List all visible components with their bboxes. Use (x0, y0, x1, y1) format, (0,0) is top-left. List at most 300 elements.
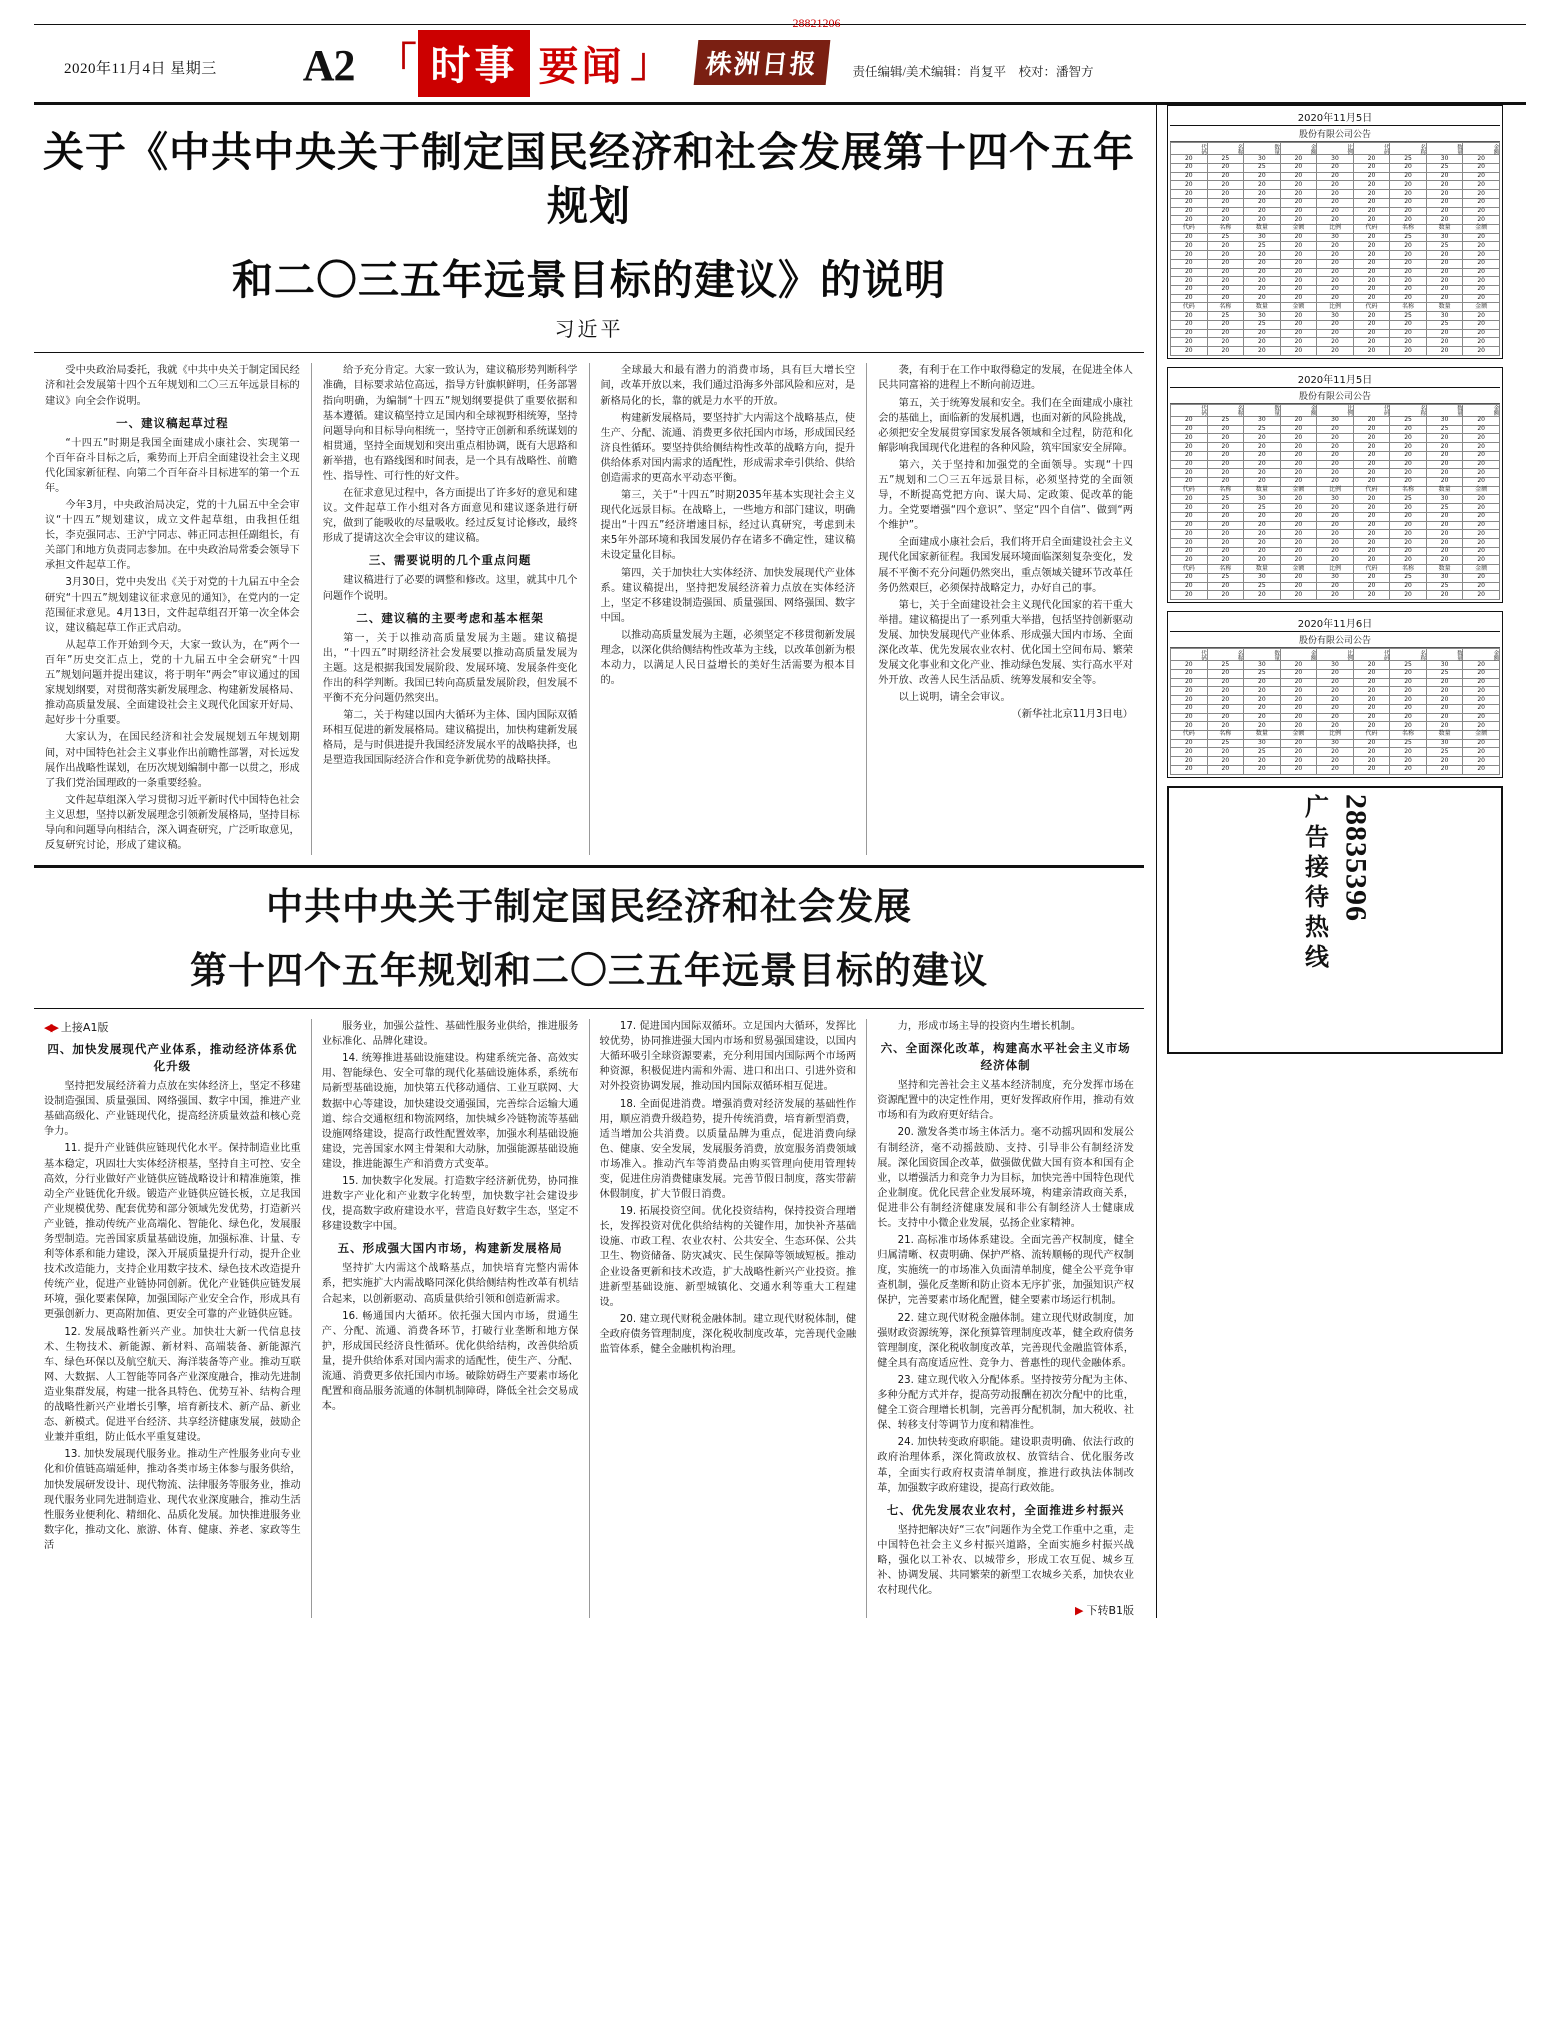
paragraph: 从起草工作开始到今天，大家一致认为，在“两个一百年”历史交汇点上，党的十九届五中全会研究“十四五”规划问题并提出建议，将于明年“两会”审议通过的国家规划纲要，对贯彻落实新发展理念、构建新发展格局、推动高质量发展、全面建设社会主义现代化国家开好局、起好步十分重要。 (45, 639, 300, 727)
table-cell: 20 (1171, 521, 1208, 530)
table-cell: 20 (1353, 748, 1390, 757)
table-cell: 20 (1390, 216, 1427, 225)
table-cell: 20 (1244, 268, 1281, 277)
table-cell: 20 (1207, 713, 1244, 722)
table-cell: 20 (1171, 277, 1208, 286)
table-row (1171, 190, 1500, 199)
table-cell: 20 (1280, 530, 1317, 539)
table-cell: 20 (1390, 582, 1427, 591)
article1-section-heading-3: 三、需要说明的几个重点问题 (368, 553, 532, 568)
table-cell: 20 (1353, 434, 1390, 443)
table-cell: 20 (1463, 556, 1500, 565)
table-cell: 20 (1171, 713, 1208, 722)
table-cell: 比例 (1317, 404, 1354, 416)
table-cell: 20 (1426, 521, 1463, 530)
table-cell: 20 (1390, 556, 1427, 565)
table-row (1171, 661, 1500, 670)
table-cell: 20 (1244, 521, 1281, 530)
table-cell: 20 (1353, 713, 1390, 722)
table-cell: 20 (1171, 547, 1208, 556)
table-cell: 20 (1390, 765, 1427, 774)
table-cell: 20 (1244, 477, 1281, 486)
table-row (1171, 198, 1500, 207)
table-cell: 数量 (1244, 649, 1281, 661)
table-cell: 25 (1426, 582, 1463, 591)
table-row (1171, 285, 1500, 294)
table-cell: 20 (1317, 216, 1354, 225)
table-cell: 20 (1390, 591, 1427, 600)
table-cell: 20 (1463, 669, 1500, 678)
table-cell: 20 (1353, 294, 1390, 303)
table-cell: 20 (1171, 347, 1208, 356)
table-cell: 20 (1280, 669, 1317, 678)
article2-section-heading-5: 五、形成强大国内市场，构建新发展格局 (337, 1241, 563, 1256)
table-cell: 20 (1171, 739, 1208, 748)
table-cell: 20 (1353, 704, 1390, 713)
table-cell: 20 (1390, 757, 1427, 766)
paragraph: 受中央政治局委托，我就《中共中央关于制定国民经济和社会发展第十四个五年规划和二〇三五年远景目标的建议》向全会作说明。 (45, 365, 300, 407)
table-cell: 名称 (1207, 730, 1244, 739)
table-cell: 20 (1280, 687, 1317, 696)
ad-hotline-number: 28835396 (1339, 793, 1373, 922)
paragraph: 今年3月，中央政治局决定，党的十九届五中全会审议“十四五”规划建议，成立文件起草组，由我担任组长，李克强同志、王沪宁同志、韩正同志担任副组长，有关部门和地方负责同志参加。在中央政治局常委会领导下承担文件起草工作。 (45, 500, 300, 572)
table-cell: 25 (1390, 573, 1427, 582)
table-cell: 代码 (1171, 565, 1208, 574)
paragraph: 20. 激发各类市场主体活力。毫不动摇巩固和发展公有制经济，毫不动摇鼓励、支持、引导非公有制经济发展。深化国资国企改革，做强做优做大国有资本和国有企业，以增强活力和竞争力为目标，加快完善中国特色现代企业制度。优化民营企业发展环境，构建亲清政商关系，促进非公有制经济健康发展和非公有制经济人士健康成长。支持中小微企业发展，弘扬企业家精神。 (877, 1127, 1134, 1229)
table-cell: 20 (1244, 259, 1281, 268)
table-cell: 25 (1207, 573, 1244, 582)
triangle-left-icon: ◀▶ (44, 1021, 57, 1035)
table-cell: 20 (1463, 539, 1500, 548)
table-cell: 20 (1207, 425, 1244, 434)
table-cell: 20 (1426, 469, 1463, 478)
table-cell: 20 (1171, 285, 1208, 294)
table-cell: 20 (1317, 425, 1354, 434)
table-cell: 20 (1463, 704, 1500, 713)
table-cell: 20 (1207, 521, 1244, 530)
table-cell: 20 (1463, 416, 1500, 425)
paragraph: 21. 高标准市场体系建设。全面完善产权制度，健全归属清晰、权责明确、保护严格、流转顺畅的现代产权制度，实施统一的市场准入负面清单制度，健全公平竞争审查机制，强化反垄断和防止资本无序扩张，加强知识产权保护，完善要素市场化配置，健全要素市场运行机制。 (877, 1235, 1134, 1307)
table-cell: 20 (1317, 704, 1354, 713)
table-cell: 金额 (1280, 303, 1317, 312)
table-cell: 20 (1390, 320, 1427, 329)
table-cell: 20 (1244, 539, 1281, 548)
table-cell: 20 (1171, 181, 1208, 190)
table-cell: 20 (1426, 259, 1463, 268)
table-cell: 20 (1280, 320, 1317, 329)
table-row (1171, 233, 1500, 242)
table-row (1171, 556, 1500, 565)
article1-dateline: （新华社北京11月3日电） (1011, 709, 1133, 721)
table-cell: 20 (1280, 285, 1317, 294)
table-cell: 代码 (1171, 404, 1208, 416)
table-cell: 20 (1353, 451, 1390, 460)
table-cell: 20 (1244, 704, 1281, 713)
table-cell: 30 (1426, 573, 1463, 582)
table-cell: 20 (1426, 434, 1463, 443)
table-row (1171, 687, 1500, 696)
ad-hotline-label: 广告接待热线 (1300, 793, 1329, 974)
table-cell: 20 (1280, 338, 1317, 347)
article2-section-heading: 四、加快发展现代产业体系，推动经济体系优化升级 (47, 1042, 298, 1074)
table-cell: 20 (1390, 704, 1427, 713)
table-cell: 20 (1353, 582, 1390, 591)
table-cell: 20 (1353, 521, 1390, 530)
table-cell: 20 (1171, 504, 1208, 513)
table-cell: 20 (1463, 530, 1500, 539)
table-cell: 20 (1280, 512, 1317, 521)
table-cell: 20 (1353, 530, 1390, 539)
table-cell: 25 (1390, 739, 1427, 748)
table-cell: 20 (1207, 259, 1244, 268)
table-cell: 20 (1353, 477, 1390, 486)
table-cell: 20 (1353, 739, 1390, 748)
continued-to-text: 下转B1版 (1086, 1604, 1134, 1618)
article2-section-heading-7: 七、优先发展农业农村，全面推进乡村振兴 (886, 1502, 1125, 1517)
table-cell: 20 (1463, 172, 1500, 181)
table-cell: 20 (1280, 155, 1317, 164)
table-cell: 20 (1244, 556, 1281, 565)
table-cell: 20 (1353, 277, 1390, 286)
table-row (1171, 696, 1500, 705)
table-row (1171, 495, 1500, 504)
table-cell: 名称 (1390, 486, 1427, 495)
table-row (1171, 565, 1500, 574)
table-cell: 20 (1280, 661, 1317, 670)
table-cell: 20 (1463, 495, 1500, 504)
masthead-top-rule (34, 24, 1526, 25)
rail-date-1: 2020年11月5日 (1170, 108, 1500, 126)
table-cell: 20 (1280, 181, 1317, 190)
table-cell: 数量 (1426, 303, 1463, 312)
table-cell: 代码 (1353, 224, 1390, 233)
paragraph: 服务业，加强公益性、基础性服务业供给，推进服务业标准化、品牌化建设。 (321, 1021, 579, 1048)
table-cell: 名称 (1207, 486, 1244, 495)
article1-column-4 (867, 363, 1144, 855)
table-cell: 20 (1207, 696, 1244, 705)
table-cell: 20 (1353, 722, 1390, 731)
continued-from-text: 上接A1版 (60, 1021, 109, 1035)
table-cell: 金额 (1463, 143, 1500, 155)
table-row (1171, 425, 1500, 434)
table-cell: 20 (1353, 687, 1390, 696)
table-cell: 20 (1244, 765, 1281, 774)
table-cell: 20 (1390, 259, 1427, 268)
paragraph: 全球最大和最有潜力的消费市场，具有巨大增长空间，改革开放以来，我们通过沿海多外部风险和应对，是新格局化的长，靠的就是力水平的开放。 (600, 365, 856, 407)
ad-hotline-box[interactable] (1167, 786, 1503, 1054)
table-cell: 20 (1426, 329, 1463, 338)
table-cell: 20 (1463, 198, 1500, 207)
table-cell: 20 (1463, 713, 1500, 722)
table-cell: 20 (1463, 216, 1500, 225)
table-row (1171, 477, 1500, 486)
table-cell: 20 (1317, 338, 1354, 347)
table-row (1171, 591, 1500, 600)
table-cell: 金额 (1280, 224, 1317, 233)
table-cell: 20 (1463, 181, 1500, 190)
table-cell: 20 (1463, 320, 1500, 329)
divider (34, 1008, 1144, 1009)
table-cell: 20 (1353, 181, 1390, 190)
table-cell: 20 (1244, 512, 1281, 521)
table-cell: 20 (1463, 294, 1500, 303)
table-row (1171, 181, 1500, 190)
table-cell: 20 (1426, 207, 1463, 216)
paragraph: 全面建成小康社会后，我们将开启全面建设社会主义现代化国家新征程。我国发展环境面临深刻复杂变化，发展不平衡不充分问题仍然突出，重点领域关键环节改革任务仍然艰巨，必须保持战略定力，办好自己的事。 (878, 537, 1133, 594)
table-cell: 25 (1390, 416, 1427, 425)
table-cell: 25 (1244, 669, 1281, 678)
table-cell: 20 (1171, 425, 1208, 434)
table-cell: 20 (1207, 687, 1244, 696)
table-row (1171, 172, 1500, 181)
table-cell: 20 (1390, 451, 1427, 460)
table-cell: 20 (1244, 451, 1281, 460)
table-cell: 20 (1426, 713, 1463, 722)
table-cell: 20 (1426, 678, 1463, 687)
table-cell: 20 (1280, 678, 1317, 687)
table-cell: 20 (1207, 591, 1244, 600)
table-cell: 20 (1207, 190, 1244, 199)
table-cell: 20 (1390, 443, 1427, 452)
table-cell: 数量 (1426, 224, 1463, 233)
table-row (1171, 757, 1500, 766)
table-cell: 20 (1353, 242, 1390, 251)
table-cell: 20 (1463, 155, 1500, 164)
table-cell: 数量 (1244, 143, 1281, 155)
page-body (34, 105, 1526, 1618)
table-cell: 30 (1317, 233, 1354, 242)
table-row (1171, 224, 1500, 233)
table-cell: 20 (1463, 757, 1500, 766)
table-row (1171, 530, 1500, 539)
rail-table-body-1 (1171, 143, 1500, 356)
table-cell: 20 (1280, 443, 1317, 452)
rail-block-2 (1167, 367, 1503, 603)
paragraph: 12. 发展战略性新兴产业。加快壮大新一代信息技术、生物技术、新能源、新材料、高端装备、新能源汽车、绿色环保以及航空航天、海洋装备等产业。推动互联网、大数据、人工智能等同各产业深度融合，推动先进制造业集群发展，构建一批各具特色、优势互补、结构合理的战略性新兴产业增长引擎，培育新技术、新产品、新业态、新模式。促进平台经济、共享经济健康发展，鼓励企业兼并重组，防止低水平重复建设。 (44, 1326, 301, 1444)
table-cell: 20 (1171, 573, 1208, 582)
table-cell: 20 (1171, 312, 1208, 321)
table-cell: 20 (1463, 443, 1500, 452)
table-cell: 20 (1280, 251, 1317, 260)
table-cell: 20 (1244, 251, 1281, 260)
table-cell: 20 (1317, 251, 1354, 260)
table-cell: 20 (1463, 163, 1500, 172)
table-cell: 20 (1463, 207, 1500, 216)
rail-date-2: 2020年11月5日 (1170, 370, 1500, 388)
table-cell: 20 (1463, 285, 1500, 294)
table-cell: 金额 (1280, 649, 1317, 661)
table-cell: 数量 (1244, 404, 1281, 416)
table-cell: 30 (1317, 573, 1354, 582)
table-cell: 20 (1280, 547, 1317, 556)
table-cell: 20 (1426, 172, 1463, 181)
table-cell: 20 (1463, 739, 1500, 748)
table-cell: 20 (1171, 757, 1208, 766)
table-cell: 20 (1317, 181, 1354, 190)
table-cell: 数量 (1244, 224, 1281, 233)
table-cell: 20 (1171, 477, 1208, 486)
table-row (1171, 329, 1500, 338)
table-row (1171, 277, 1500, 286)
table-cell: 20 (1426, 216, 1463, 225)
table-cell: 20 (1317, 259, 1354, 268)
table-row (1171, 312, 1500, 321)
table-cell: 25 (1390, 661, 1427, 670)
table-cell: 20 (1390, 722, 1427, 731)
table-row (1171, 303, 1500, 312)
table-cell: 20 (1317, 190, 1354, 199)
table-cell: 20 (1463, 469, 1500, 478)
table-cell: 20 (1244, 338, 1281, 347)
table-row (1171, 294, 1500, 303)
paragraph: 3月30日，党中央发出《关于对党的十九届五中全会研究“十四五”规划建议征求意见的通知》，在党内的一定范围征求意见。4月13日，文件起草组召开第一次全体会议，建议稿起草工作正式启动。 (45, 577, 300, 634)
table-cell: 20 (1207, 547, 1244, 556)
table-cell: 30 (1244, 155, 1281, 164)
table-cell: 20 (1426, 704, 1463, 713)
table-cell: 20 (1317, 504, 1354, 513)
table-row (1171, 443, 1500, 452)
table-row (1171, 451, 1500, 460)
table-cell: 20 (1207, 504, 1244, 513)
table-cell: 20 (1317, 547, 1354, 556)
rail-title-1: 股份有限公司公告 (1170, 126, 1500, 142)
table-cell: 20 (1280, 294, 1317, 303)
table-cell: 20 (1353, 504, 1390, 513)
table-cell: 20 (1244, 329, 1281, 338)
paragraph: 16. 畅通国内大循环。依托强大国内市场，贯通生产、分配、流通、消费各环节，打破行业垄断和地方保护，形成国民经济良性循环。优化供给结构，改善供给质量，提升供给体系对国内需求的适配性，使生产、分配、流通、消费更多依托国内市场。破除妨碍生产要素市场化配置和商品服务流通的体制机制障碍，降低全社会交易成本。 (321, 1310, 579, 1413)
right-rail (1156, 105, 1503, 1618)
table-cell: 25 (1244, 242, 1281, 251)
table-cell: 20 (1353, 172, 1390, 181)
table-cell: 20 (1280, 696, 1317, 705)
rail-block-3 (1167, 611, 1503, 778)
article2-column-4 (867, 1019, 1144, 1618)
table-cell: 25 (1390, 155, 1427, 164)
table-cell: 20 (1317, 347, 1354, 356)
table-cell: 20 (1390, 181, 1427, 190)
table-cell: 20 (1244, 469, 1281, 478)
article2-columns (34, 1019, 1144, 1618)
table-row (1171, 469, 1500, 478)
table-cell: 20 (1390, 294, 1427, 303)
table-row (1171, 259, 1500, 268)
table-cell: 20 (1317, 268, 1354, 277)
table-cell: 20 (1207, 181, 1244, 190)
table-cell: 20 (1171, 687, 1208, 696)
table-cell: 20 (1353, 285, 1390, 294)
table-cell: 20 (1317, 582, 1354, 591)
table-cell: 20 (1317, 198, 1354, 207)
table-cell: 20 (1390, 277, 1427, 286)
table-cell: 数量 (1426, 143, 1463, 155)
rail-date-3: 2020年11月6日 (1170, 614, 1500, 632)
table-cell: 20 (1463, 329, 1500, 338)
table-cell: 20 (1390, 530, 1427, 539)
table-cell: 20 (1207, 669, 1244, 678)
paragraph: 给予充分肯定。大家一致认为，建议稿形势判断科学准确，目标要求站位高远，指导方针旗帜鲜明，任务部署指向明确，为编制“十四五”规划纲要提供了重要依据和基本遵循。建议稿坚持立足国内和全球视野相统筹，坚持问题导向和目标导向相统一，坚持守正创新和系统谋划的相贯通，坚持全面规划和突出重点相协调，既有大思路和新举措，也有路线图和时间表，是一个具有战略性、前瞻性、指导性、可行性的好文件。 (322, 365, 578, 482)
table-row (1171, 547, 1500, 556)
table-cell: 20 (1171, 722, 1208, 731)
table-cell: 20 (1171, 172, 1208, 181)
table-cell: 20 (1171, 460, 1208, 469)
table-cell: 20 (1390, 687, 1427, 696)
table-cell: 20 (1244, 722, 1281, 731)
table-cell: 20 (1317, 163, 1354, 172)
table-cell: 20 (1280, 451, 1317, 460)
table-cell: 20 (1280, 722, 1317, 731)
table-cell: 20 (1244, 198, 1281, 207)
table-cell: 20 (1426, 687, 1463, 696)
table-cell: 20 (1207, 469, 1244, 478)
table-cell: 比例 (1317, 730, 1354, 739)
table-cell: 30 (1426, 312, 1463, 321)
table-cell: 20 (1171, 434, 1208, 443)
table-cell: 20 (1426, 547, 1463, 556)
article2-column-3 (590, 1019, 868, 1618)
table-cell: 20 (1353, 347, 1390, 356)
page-number: A2 (302, 40, 355, 90)
table-cell: 20 (1390, 347, 1427, 356)
table-cell: 30 (1244, 661, 1281, 670)
table-cell: 20 (1353, 539, 1390, 548)
table-cell: 20 (1463, 547, 1500, 556)
publication-date: 2020年11月4日 星期三 (64, 60, 217, 77)
continued-from-label (44, 1019, 301, 1035)
table-cell: 25 (1207, 661, 1244, 670)
table-cell: 20 (1317, 696, 1354, 705)
table-cell: 20 (1317, 294, 1354, 303)
table-cell: 20 (1244, 460, 1281, 469)
paragraph: 23. 建立现代收入分配体系。坚持按劳分配为主体、多种分配方式并存，提高劳动报酬在初次分配中的比重，健全工资合理增长机制，完善再分配机制，加大税收、社保、转移支付等调节力度和精准性。 (877, 1374, 1134, 1432)
table-cell: 20 (1171, 242, 1208, 251)
table-cell: 30 (1426, 155, 1463, 164)
table-cell: 20 (1171, 329, 1208, 338)
article2-column-2 (312, 1019, 590, 1618)
article1-column-1 (34, 363, 312, 855)
table-cell: 20 (1317, 285, 1354, 294)
table-row (1171, 573, 1500, 582)
table-cell: 20 (1353, 216, 1390, 225)
table-cell: 20 (1280, 312, 1317, 321)
table-cell: 20 (1280, 242, 1317, 251)
paragraph: 13. 加快发展现代服务业。推动生产性服务业向专业化和价值链高端延伸，推动各类市场主体参与服务供给，加快发展研发设计、现代物流、法律服务等服务业，推动现代服务业同先进制造业、现代农业深度融合，推动生活性服务业便利化、精细化、品质化发展。加快推进服务业数字化，推动文化、旅游、体育、健康、养老、家政等生活 (44, 1449, 301, 1551)
table-cell: 20 (1426, 460, 1463, 469)
table-cell: 名称 (1207, 143, 1244, 155)
table-cell: 名称 (1390, 143, 1427, 155)
article2-headline-line2: 第十四个五年规划和二〇三五年远景目标的建议 (190, 949, 988, 993)
table-cell: 20 (1171, 233, 1208, 242)
table-cell: 代码 (1353, 404, 1390, 416)
table-cell: 代码 (1171, 730, 1208, 739)
table-cell: 30 (1426, 416, 1463, 425)
table-cell: 25 (1207, 233, 1244, 242)
table-cell: 数量 (1426, 730, 1463, 739)
table-cell: 20 (1463, 748, 1500, 757)
table-cell: 20 (1390, 469, 1427, 478)
table-cell: 20 (1280, 591, 1317, 600)
triangle-right-icon: ▶ (1074, 1604, 1084, 1618)
table-cell: 20 (1317, 172, 1354, 181)
table-cell: 数量 (1244, 486, 1281, 495)
table-cell: 20 (1463, 347, 1500, 356)
table-cell: 20 (1171, 207, 1208, 216)
table-cell: 20 (1353, 547, 1390, 556)
table-cell: 名称 (1207, 303, 1244, 312)
table-cell: 20 (1353, 460, 1390, 469)
table-cell: 20 (1317, 765, 1354, 774)
table-cell: 金额 (1463, 303, 1500, 312)
table-cell: 20 (1244, 757, 1281, 766)
